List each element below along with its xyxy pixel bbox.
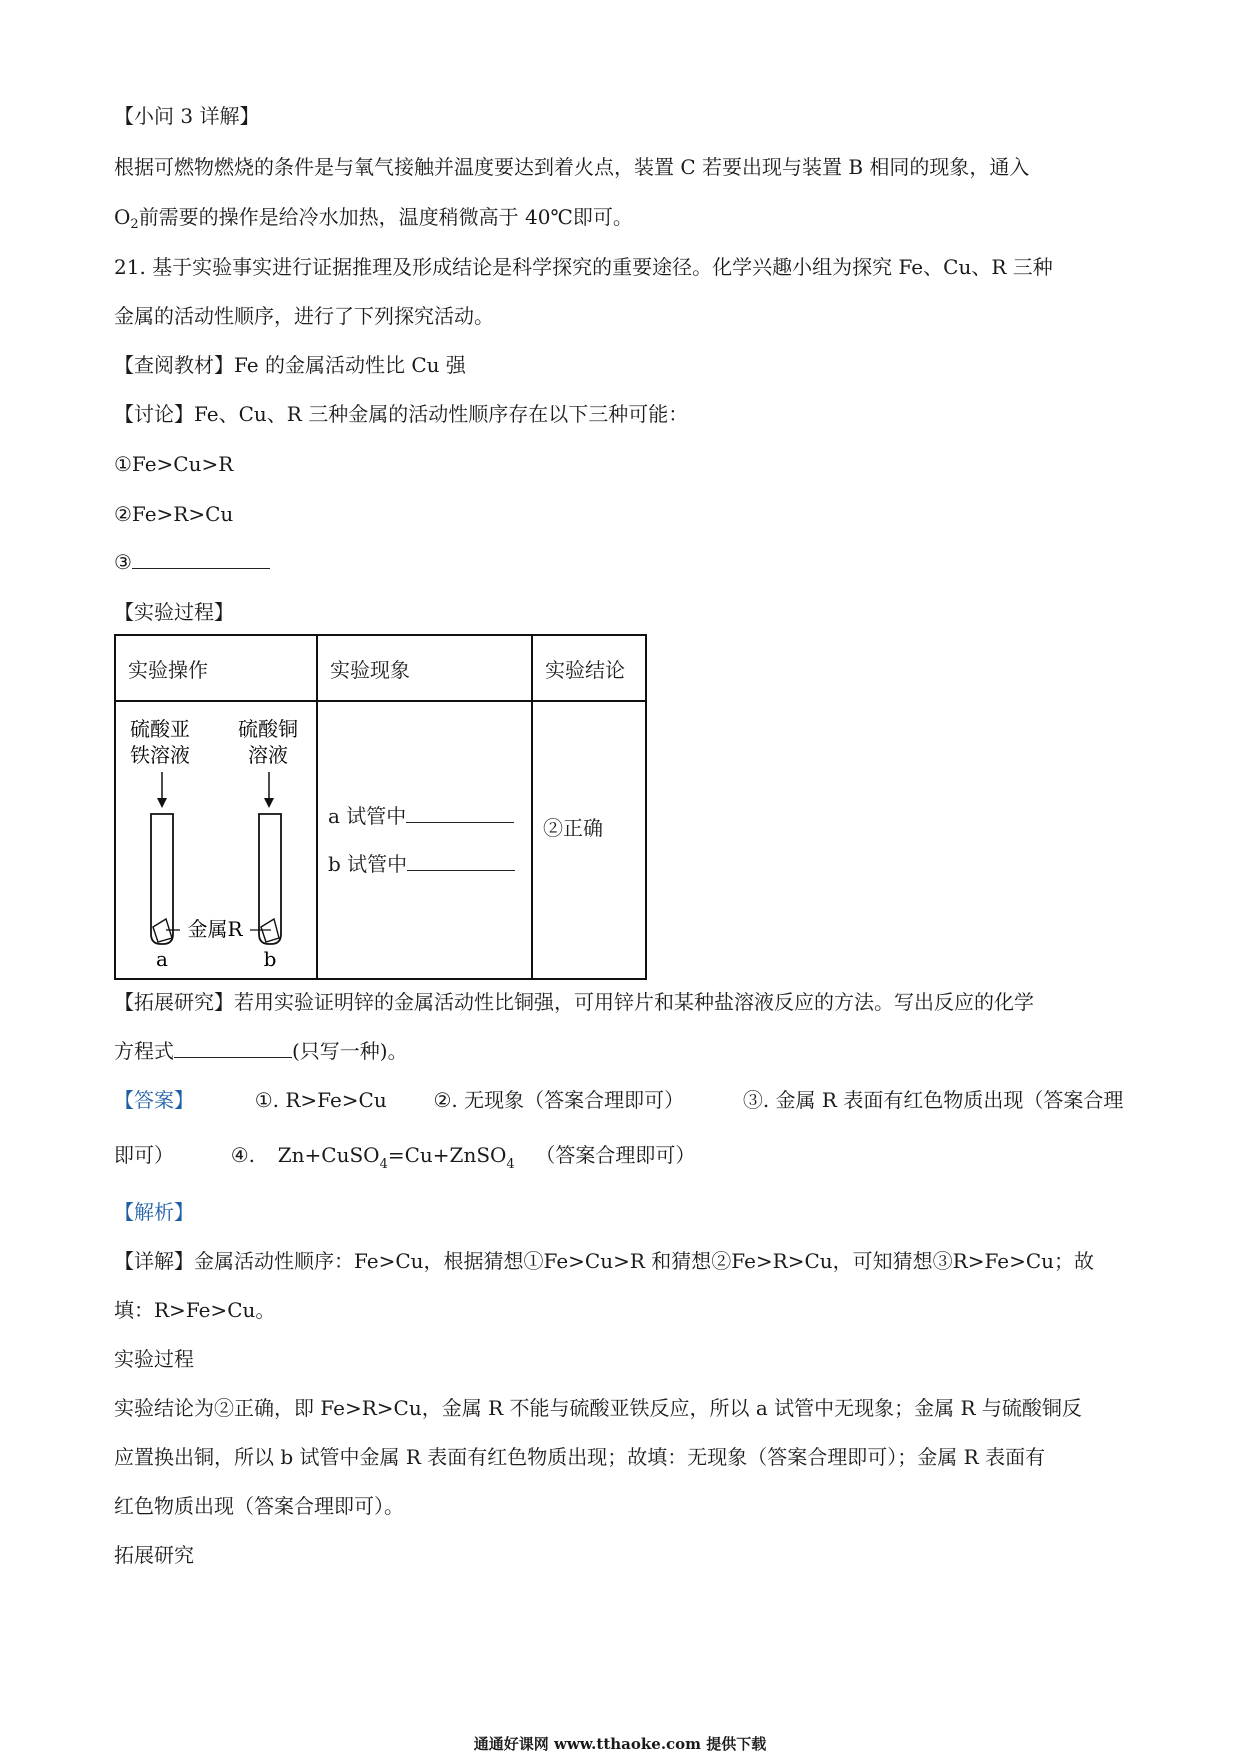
arrow-down-icon [264,772,274,808]
analysis-label: 【解析】 [114,1200,194,1224]
q21-option-3: ③ [114,548,270,576]
conclusion-text: ②正确 [543,815,603,840]
conclusion-cell [532,701,646,979]
left-tube-label-1: 硫酸亚 [130,717,190,741]
answer-4-equation: Zn+CuSO$_4$=Cu+ZnSO$_4$ [277,1143,515,1172]
q21-stem-1: 21. 基于实验事实进行证据推理及形成结论是科学探究的重要途径。化学兴趣小组为探究 Fe、Cu、R 三种 [114,255,1053,279]
table-header-conclusion: 实验结论 [532,635,646,701]
table-header-phenomenon: 实验现象 [317,635,532,701]
test-tube-b [259,814,281,944]
test-tube-a [151,814,173,944]
answer-3: ③. 金属 R 表面有红色物质出现（答案合理 [742,1088,1124,1112]
experiment-table [114,634,647,980]
answer-label: 【答案】 [114,1088,194,1112]
phenomenon-b: b 试管中 [328,850,531,878]
analysis-detail-1: 【详解】金属活动性顺序：Fe>Cu，根据猜想①Fe>Cu>R 和猜想②Fe>R>Cu，可知猜想③R>Fe>Cu；故 [114,1249,1095,1273]
q21-textbook: 【查阅教材】Fe 的金属活动性比 Cu 强 [114,353,466,377]
right-tube-label-1: 硫酸铜 [238,717,298,741]
page-footer: 通通好课网 www.tthaoke.com 提供下载 [473,1735,767,1753]
right-tube-label-2: 溶液 [248,743,288,767]
analysis-paragraph-1: 实验结论为②正确，即 Fe>R>Cu，金属 R 不能与硫酸亚铁反应，所以 a 试管中无现象；金属 R 与硫酸铜反 [114,1396,1082,1420]
test-tube-diagram [116,702,316,978]
q21-stem-2: 金属的活动性顺序，进行了下列探究活动。 [114,304,494,328]
extend-line-2: 方程式 (只写一种)。 [114,1039,408,1063]
q21-option-2: ②Fe>R>Cu [114,502,234,526]
metal-r-label: 金属R [187,917,243,941]
q3-line-2: $O_2$前需要的操作是给冷水加热，温度稍微高于 40℃即可。 [114,205,633,232]
answer-4-note: （答案合理即可） [535,1143,696,1167]
q3-title: 【小问 3 详解】 [114,104,260,128]
phenomenon-a-blank [406,802,514,823]
phenomenon-b-blank [407,850,515,871]
q21-discussion: 【讨论】Fe、Cu、R 三种金属的活动性顺序存在以下三种可能： [114,402,689,426]
analysis-extend-title: 拓展研究 [114,1543,194,1567]
q21-process-title: 【实验过程】 [114,600,234,624]
experiment-diagram-cell [115,701,317,979]
analysis-paragraph-3: 红色物质出现（答案合理即可）。 [114,1494,404,1518]
phenomenon-cell [317,701,532,979]
extend-line-1: 【拓展研究】若用实验证明锌的金属活动性比铜强，可用锌片和某种盐溶液反应的方法。写出反应的化学 [114,990,1034,1014]
equation-blank [174,1037,292,1058]
q21-option-1: ①Fe>Cu>R [114,452,234,476]
arrow-down-icon [157,772,167,808]
answer-line-1 [114,1086,1123,1114]
answer-1: ①. R>Fe>Cu [254,1088,387,1112]
analysis-paragraph-2: 应置换出铜，所以 b 试管中金属 R 表面有红色物质出现；故填：无现象（答案合理即可）；金属 R 表面有 [114,1445,1046,1469]
phenomenon-a: a 试管中 [328,802,531,830]
q3-line-1: 根据可燃物燃烧的条件是与氧气接触并温度要达到着火点，装置 C 若要出现与装置 B 相同的现象，通入 [114,155,1030,179]
answer-line-2: 即可） ④. Zn+CuSO$_4$=Cu+ZnSO$_4$ （答案合理即可） [114,1143,696,1172]
analysis-detail-2: 填：R>Fe>Cu。 [114,1298,276,1322]
left-tube-label-2: 铁溶液 [130,743,190,767]
answer-4-number: ④. [230,1143,256,1167]
table-header-operation: 实验操作 [115,635,317,701]
tube-a-label: a [156,947,168,971]
answer-2: ②. 无现象（答案合理即可） [433,1088,685,1112]
analysis-process-title: 实验过程 [114,1347,194,1371]
tube-b-label: b [263,947,277,971]
option-3-blank [132,548,270,569]
